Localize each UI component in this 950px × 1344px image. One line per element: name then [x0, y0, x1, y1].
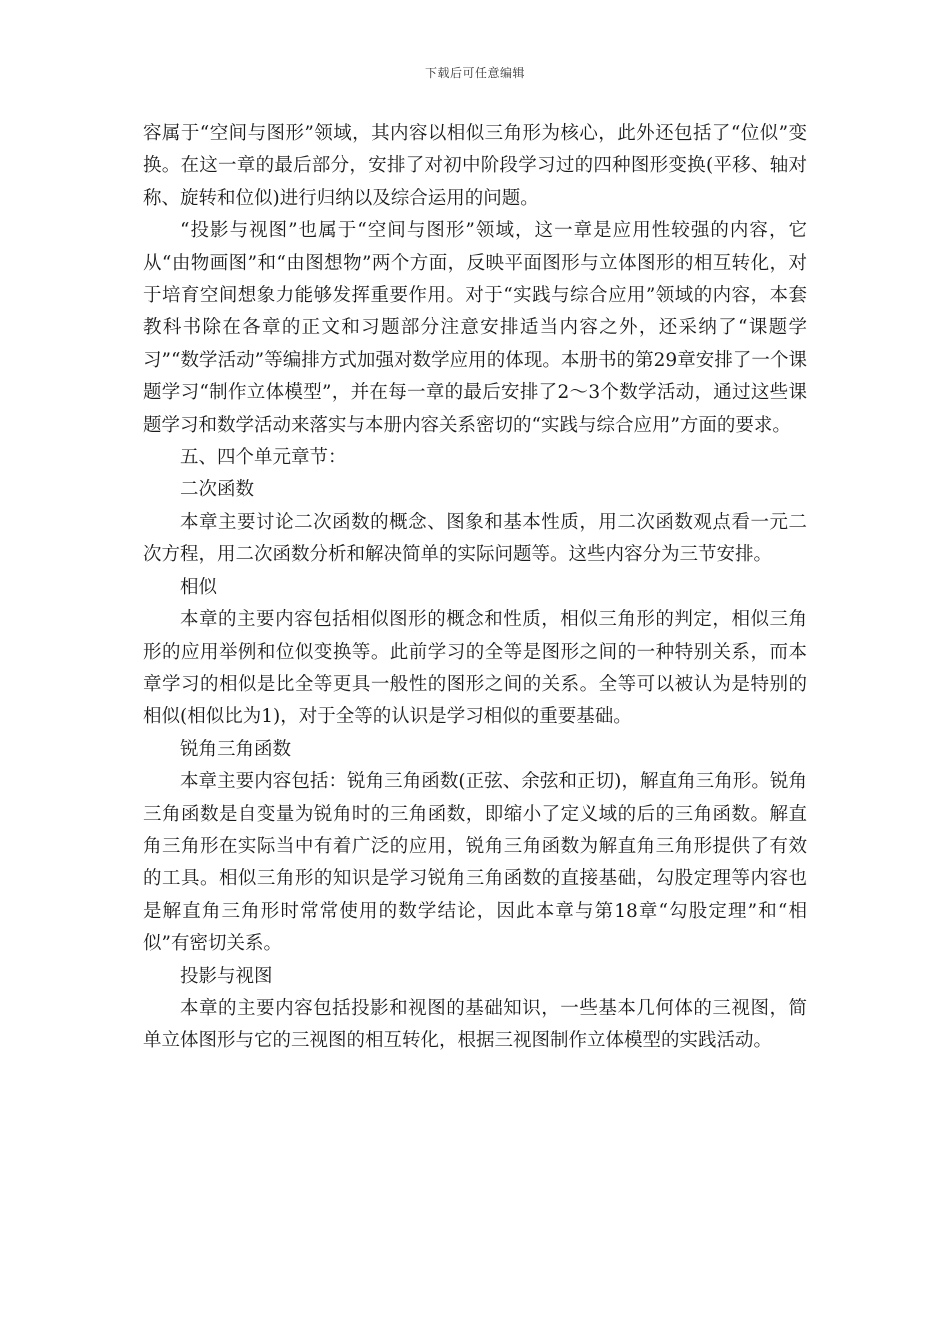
chapter-title-trig: 锐角三角函数: [180, 738, 292, 760]
section-heading-units: 五、四个单元章节：: [180, 447, 347, 469]
chapter-title-quadratic: 二次函数: [180, 479, 255, 501]
paragraph-similarity: 本章的主要内容包括相似图形的概念和性质，相似三角形的判定，相似三角形的应用举例和位似变换等。此前学习的全等是图形之间的一种特别关系，而本章学习的相似是比全等更具一般性的图形之间的关系。全等可以被认为是特别的相似(相似比为1)，对于全等的认识是学习相似的重要基础。: [143, 609, 807, 728]
document-body: [143, 118, 807, 1058]
page-header: 下载后可任意编辑: [424, 66, 525, 80]
paragraph-projection: 本章的主要内容包括投影和视图的基础知识，一些基本几何体的三视图，简单立体图形与它的三视图的相互转化，根据三视图制作立体模型的实践活动。: [143, 997, 807, 1052]
paragraph-trig: 本章主要内容包括：锐角三角函数(正弦、余弦和正切)，解直角三角形。锐角三角函数是自变量为锐角时的三角函数，即缩小了定义域的后的三角函数。解直角三角形在实际当中有着广泛的应用，锐角三角函数为解直角三角形提供了有效的工具。相似三角形的知识是学习锐角三角函数的直接基础，勾股定理等内容也是解直角三角形时常常使用的数学结论，因此本章与第18章“勾股定理”和“相似”有密切关系。: [143, 771, 807, 955]
paragraph-continuation: 容属于“空间与图形”领域，其内容以相似三角形为核心，此外还包括了“位似”变换。在这一章的最后部分，安排了对初中阶段学习过的四种图形变换(平移、轴对称、旋转和位似)进行归纳以及综合运用的问题。: [143, 123, 807, 209]
chapter-title-similarity: 相似: [180, 576, 218, 598]
paragraph-quadratic: 本章主要讨论二次函数的概念、图象和基本性质，用二次函数观点看一元二次方程，用二次函数分析和解决简单的实际问题等。这些内容分为三节安排。: [143, 511, 807, 566]
paragraph-projection-view: “投影与视图”也属于“空间与图形”领域，这一章是应用性较强的内容，它从“由物画图”和“由图想物”两个方面，反映平面图形与立体图形的相互转化，对于培育空间想象力能够发挥重要作用。对于“实践与综合应用”领域的内容，本套教科书除在各章的正文和习题部分注意安排适当内容之外，还采纳了“课题学习”“数学活动”等编排方式加强对数学应用的体现。本册书的第29章安排了一个课题学习“制作立体模型”，并在每一章的最后安排了2～3个数学活动，通过这些课题学习和数学活动来落实与本册内容关系密切的“实践与综合应用”方面的要求。: [143, 220, 807, 436]
chapter-title-projection: 投影与视图: [180, 965, 273, 987]
